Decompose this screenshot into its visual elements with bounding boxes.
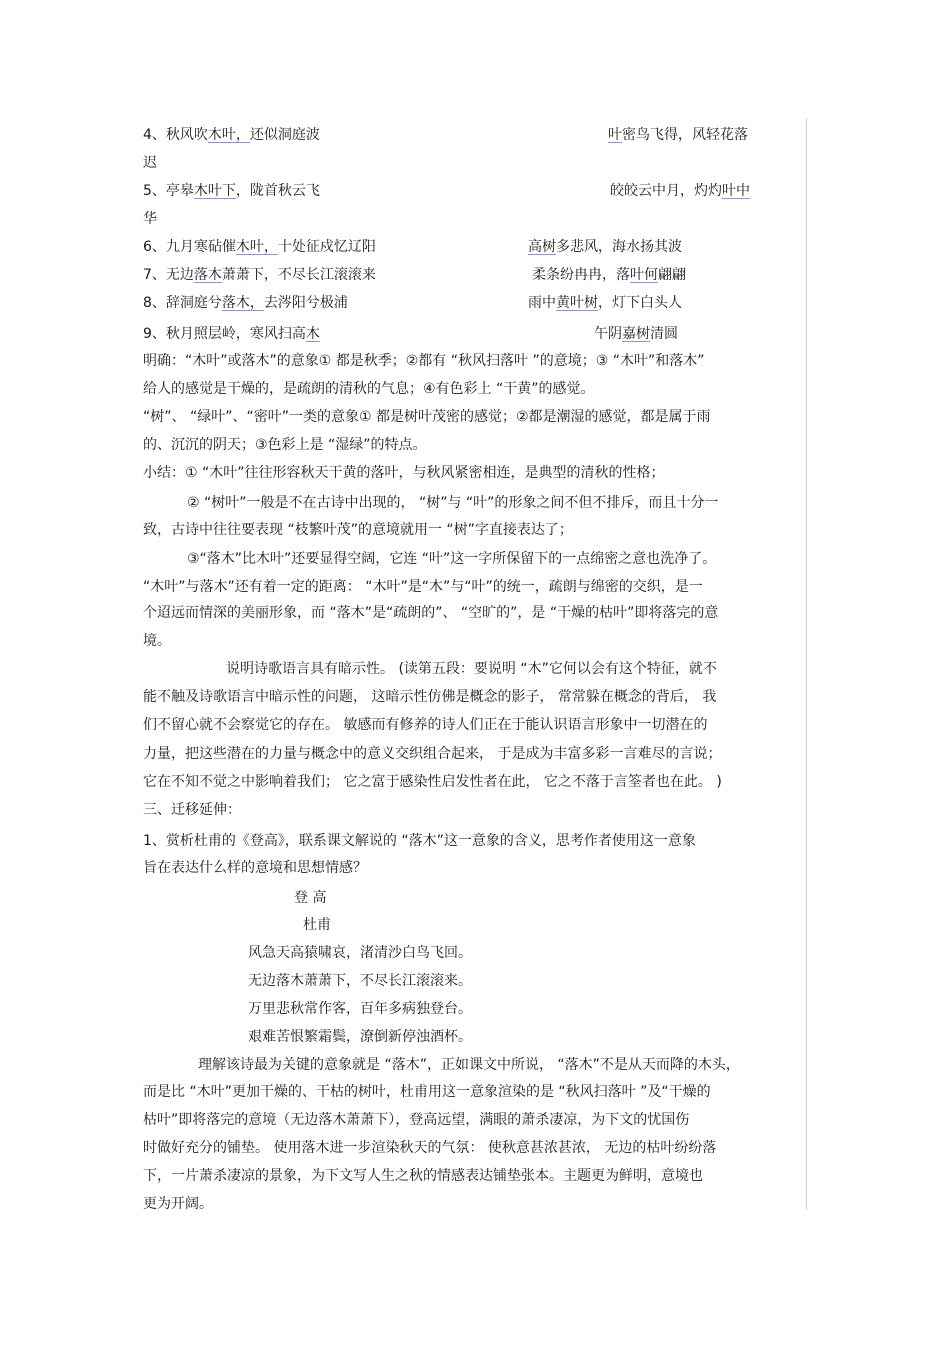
couplet-8-left: 8、辞洞庭兮落木，去涔阳兮极浦 bbox=[143, 295, 348, 311]
couplet-6-left: 6、九月寒砧催木叶，十处征戍忆辽阳 bbox=[143, 239, 376, 255]
analysis-line: 而是比 “木叶”更加干燥的、干枯的树叶，杜甫用这一意象渲染的是 “秋风扫落叶 ”及“干燥的 bbox=[143, 1084, 711, 1100]
summary-line: ② “树叶”一般是不在古诗中出现的， “树”与 “叶”的形象之间不但不排斥，而且十分一 bbox=[187, 495, 719, 511]
couplet-9-right: 午阴嘉树清圆 bbox=[594, 326, 678, 342]
clarify-line: 明确：“木叶”或落木”的意象① 都是秋季；②都有 “秋风扫落叶 ”的意境；③ “木叶”和落木” bbox=[143, 353, 705, 369]
couplet-4-right: 叶密鸟飞得，风轻花落 bbox=[608, 127, 748, 143]
note-line: 它在不知不觉之中影响着我们； 它之富于感染性启发性者在此， 它之不落于言筌者也在此。 ) bbox=[143, 774, 722, 790]
poem-line: 风急天高猿啸哀，渚清沙白鸟飞回。 bbox=[248, 945, 472, 961]
note-line: 力量，把这些潜在的力量与概念中的意义交织组合起来， 于是成为丰富多彩一言难尽的言说； bbox=[143, 746, 722, 762]
summary-line: 境。 bbox=[143, 633, 171, 649]
clarify-line: “树”、 “绿叶”、“密叶”一类的意象① 都是树叶茂密的感觉；②都是潮湿的感觉，都是属于雨 bbox=[143, 409, 711, 425]
analysis-line: 更为开阔。 bbox=[143, 1196, 213, 1212]
clarify-line: 的、沉沉的阴天；③色彩上是 “湿绿”的特点。 bbox=[143, 437, 427, 453]
poem-line: 万里悲秋常作客，百年多病独登台。 bbox=[248, 1001, 472, 1017]
page-right-border bbox=[806, 118, 807, 1210]
summary-line: ③“落木”比木叶”还要显得空阔，它连 “叶”这一字所保留下的一点绵密之意也洗净了。 bbox=[187, 551, 717, 567]
couplet-7-right: 柔条纷冉冉，落叶何翩翩 bbox=[532, 267, 686, 283]
couplet-6-right: 高树多悲风，海水扬其波 bbox=[528, 239, 682, 255]
couplet-5-left: 5、亭皋木叶下，陇首秋云飞 bbox=[143, 183, 320, 199]
poem-title: 登 高 bbox=[294, 890, 327, 906]
poem-line: 无边落木萧萧下，不尽长江滚滚来。 bbox=[248, 973, 472, 989]
summary-line: “木叶”与落木”还有着一定的距离： “木叶”是“木”与“叶”的统一，疏朗与绵密的交织，是一 bbox=[143, 579, 703, 595]
analysis-line: 下，一片萧杀凄凉的景象，为下文写人生之秋的情感表达铺垫张本。主题更为鲜明，意境也 bbox=[143, 1168, 703, 1184]
summary-line: 个迢远而情深的美丽形象，而 “落木”是“疏朗的”、 “空旷的”，是 “干燥的枯叶”即将落完的意 bbox=[143, 605, 719, 621]
couplet-5-right: 皎皎云中月，灼灼叶中 bbox=[610, 183, 750, 199]
couplet-7-left: 7、无边落木萧萧下，不尽长江滚滚来 bbox=[143, 267, 376, 283]
poem-author: 杜甫 bbox=[303, 917, 331, 933]
task-line: 1、赏析杜甫的《登高》，联系课文解说的 “落木”这一意象的含义，思考作者使用这一意象 bbox=[143, 833, 696, 849]
summary-line: 致，古诗中往往要表现 “枝繁叶茂”的意境就用一 “树”字直接表达了； bbox=[143, 522, 573, 538]
summary-line: 小结：① “木叶”往往形容秋天干黄的落叶，与秋风紧密相连，是典型的清秋的性格； bbox=[143, 465, 665, 481]
note-line: 能不触及诗歌语言中暗示性的问题， 这暗示性仿佛是概念的影子， 常常躲在概念的背后， 我 bbox=[143, 689, 717, 705]
couplet-9-left: 9、秋月照层岭，寒风扫高木 bbox=[143, 326, 320, 342]
clarify-line: 给人的感觉是干燥的，是疏朗的清秋的气息；④有色彩上 “干黄”的感觉。 bbox=[143, 381, 595, 397]
analysis-line: 时做好充分的铺垫。 使用落木进一步渲染秋天的气氛： 使秋意甚浓甚浓， 无边的枯叶纷纷落 bbox=[143, 1140, 717, 1156]
analysis-line: 枯叶”即将落完的意境（无边落木萧萧下），登高远望，满眼的萧杀凄凉，为下文的忧国伤 bbox=[143, 1112, 690, 1128]
poem-line: 艰难苦恨繁霜鬓，潦倒新停浊酒杯。 bbox=[248, 1029, 472, 1045]
couplet-5-wrap: 华 bbox=[143, 211, 157, 227]
couplet-4-left: 4、秋风吹木叶，还似洞庭波 bbox=[143, 127, 320, 143]
section-heading: 三、迁移延伸： bbox=[143, 802, 241, 818]
couplet-8-right: 雨中黄叶树，灯下白头人 bbox=[528, 295, 682, 311]
task-line: 旨在表达什么样的意境和思想情感？ bbox=[143, 860, 367, 876]
note-line: 们不留心就不会察觉它的存在。 敏感而有修养的诗人们正在于能认识语言形象中一切潜在的 bbox=[143, 717, 708, 733]
analysis-line: 理解该诗最为关键的意象就是 “落木”，正如课文中所说， “落木”不是从天而降的木头， bbox=[198, 1057, 740, 1073]
couplet-4-wrap: 迟 bbox=[143, 155, 157, 171]
note-line: 说明诗歌语言具有暗示性。 (读第五段：要说明 “木”它何以会有这个特征，就不 bbox=[226, 661, 717, 677]
